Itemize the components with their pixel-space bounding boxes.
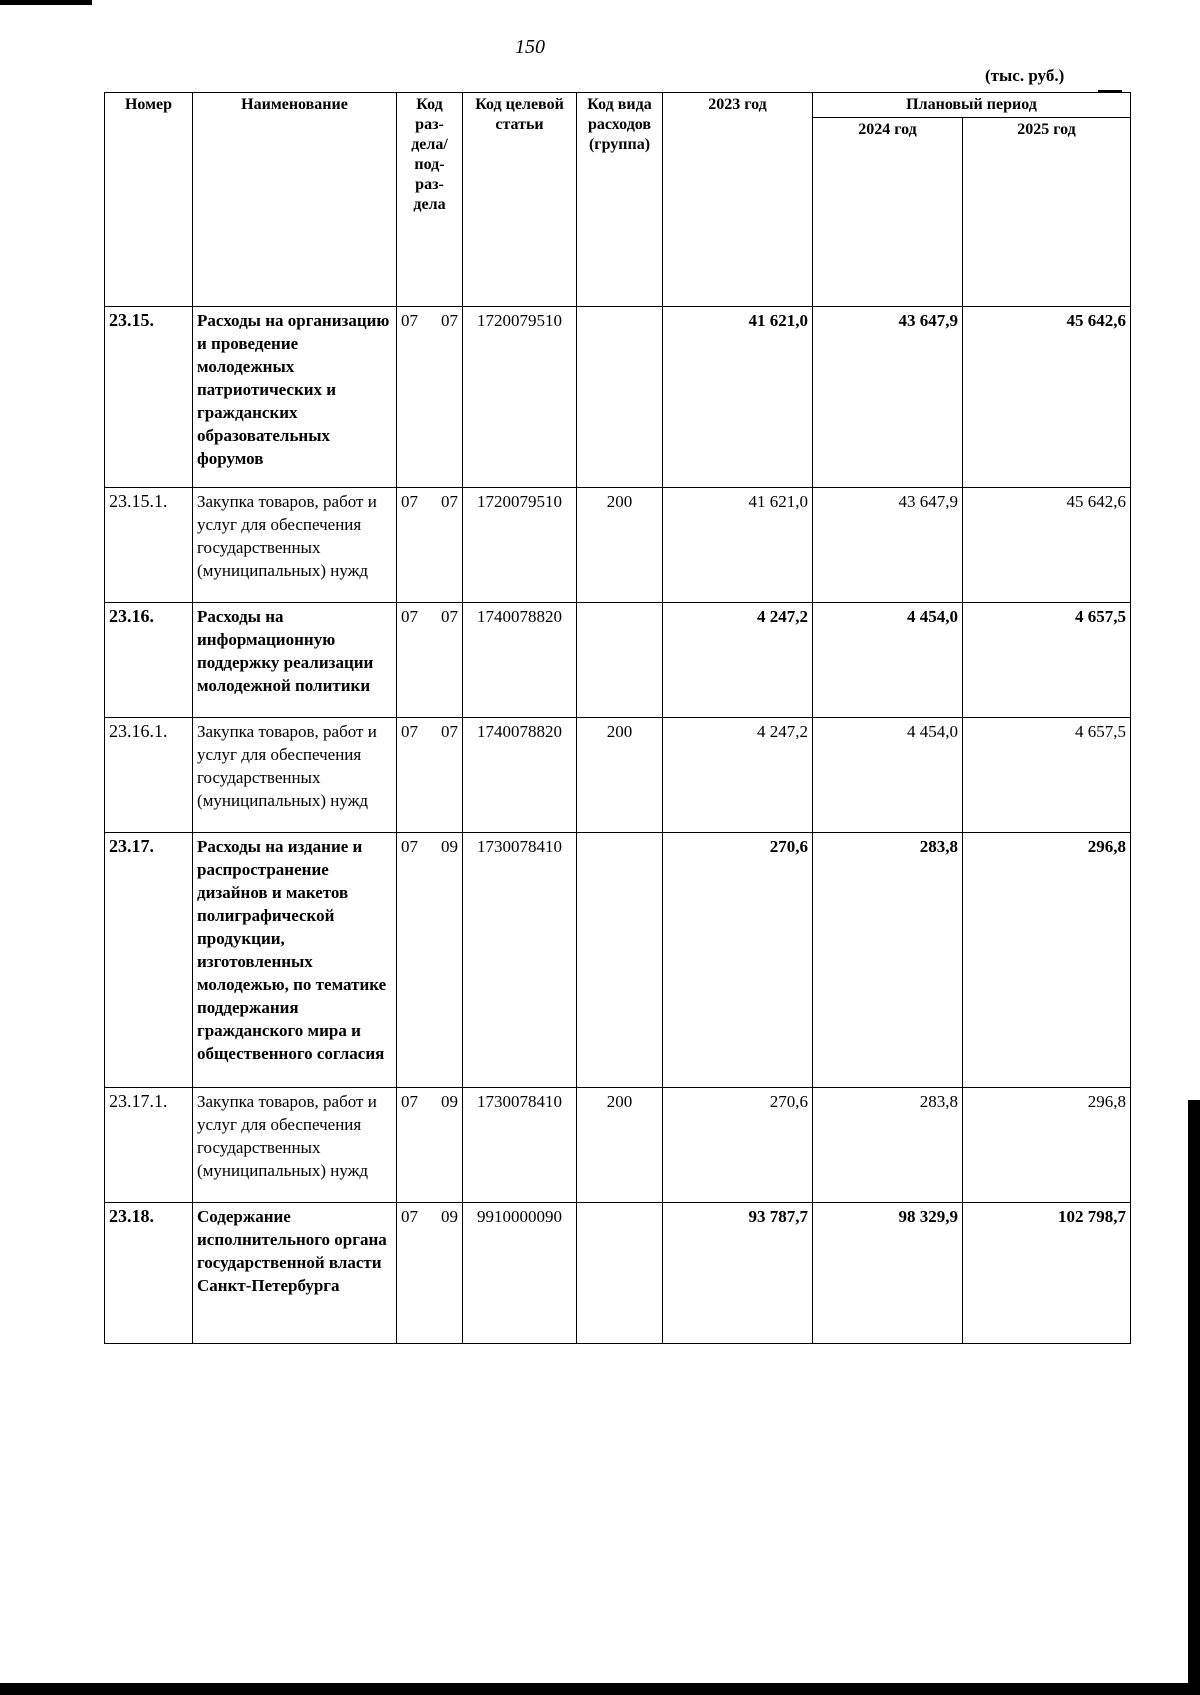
table-row — [105, 307, 1131, 488]
row-target-code: 1720079510 — [463, 307, 577, 488]
row-target-code: 9910000090 — [463, 1203, 577, 1344]
row-name: Закупка товаров, работ и услуг для обеспечения государственных (муниципальных) нужд — [193, 488, 397, 603]
header-section: Код раз-дела/ под-раз-дела — [397, 93, 463, 307]
row-section-code — [397, 307, 463, 488]
row-amount-2023: 270,6 — [663, 1088, 813, 1203]
row-section-code — [397, 603, 463, 718]
row-target-code: 1730078410 — [463, 833, 577, 1088]
row-section-code — [397, 833, 463, 1088]
header-name: Наименование — [193, 93, 397, 307]
row-amount-2023: 41 621,0 — [663, 307, 813, 488]
row-section-code — [397, 718, 463, 833]
row-amount-2025: 296,8 — [963, 1088, 1131, 1203]
row-section: 07 — [401, 837, 418, 856]
row-kind-code: 200 — [577, 1088, 663, 1203]
table-row — [105, 488, 1131, 603]
table-row — [105, 603, 1131, 718]
row-section: 07 — [401, 722, 418, 741]
row-kind-code: 200 — [577, 488, 663, 603]
row-amount-2025: 45 642,6 — [963, 488, 1131, 603]
row-amount-2024: 43 647,9 — [813, 307, 963, 488]
row-section: 07 — [401, 492, 418, 511]
row-kind-code — [577, 1203, 663, 1344]
row-amount-2024: 98 329,9 — [813, 1203, 963, 1344]
row-number: 23.16. — [105, 603, 193, 718]
row-target-code: 1740078820 — [463, 603, 577, 718]
row-kind-code — [577, 603, 663, 718]
row-section-code — [397, 1203, 463, 1344]
row-amount-2025: 102 798,7 — [963, 1203, 1131, 1344]
table-row — [105, 718, 1131, 833]
header-year-2025: 2025 год — [963, 118, 1131, 307]
row-subsection: 09 — [441, 837, 458, 856]
row-subsection: 07 — [441, 311, 458, 330]
row-name: Расходы на издание и распространение дизайнов и макетов полиграфической продукции, изготовленных молодежью, по тематике поддержания гражданского мира и общественного согласия — [193, 833, 397, 1088]
row-amount-2024: 283,8 — [813, 833, 963, 1088]
row-name: Расходы на информационную поддержку реализации молодежной политики — [193, 603, 397, 718]
row-subsection: 07 — [441, 722, 458, 741]
row-target-code: 1730078410 — [463, 1088, 577, 1203]
row-amount-2023: 4 247,2 — [663, 603, 813, 718]
header-planned-period: Плановый период — [813, 93, 1131, 118]
row-amount-2025: 45 642,6 — [963, 307, 1131, 488]
row-amount-2024: 283,8 — [813, 1088, 963, 1203]
row-name: Закупка товаров, работ и услуг для обеспечения государственных (муниципальных) нужд — [193, 718, 397, 833]
row-name: Содержание исполнительного органа государственной власти Санкт-Петербурга — [193, 1203, 397, 1344]
row-kind-code — [577, 833, 663, 1088]
row-subsection: 07 — [441, 492, 458, 511]
row-kind-code — [577, 307, 663, 488]
row-number: 23.15.1. — [105, 488, 193, 603]
row-subsection: 07 — [441, 607, 458, 626]
row-number: 23.17. — [105, 833, 193, 1088]
scan-edge-mark — [0, 0, 92, 5]
row-amount-2023: 270,6 — [663, 833, 813, 1088]
row-amount-2024: 4 454,0 — [813, 718, 963, 833]
row-subsection: 09 — [441, 1207, 458, 1226]
row-number: 23.16.1. — [105, 718, 193, 833]
table-row — [105, 833, 1131, 1088]
header-year-2024: 2024 год — [813, 118, 963, 307]
row-section: 07 — [401, 1092, 418, 1111]
header-number: Номер — [105, 93, 193, 307]
row-target-code: 1740078820 — [463, 718, 577, 833]
units-label: (тыс. руб.) — [985, 66, 1065, 85]
row-section-code — [397, 488, 463, 603]
row-amount-2023: 4 247,2 — [663, 718, 813, 833]
row-amount-2025: 4 657,5 — [963, 718, 1131, 833]
row-section: 07 — [401, 311, 418, 330]
header-target: Код целевой статьи — [463, 93, 577, 307]
row-section: 07 — [401, 607, 418, 626]
row-kind-code: 200 — [577, 718, 663, 833]
header-kind: Код вида расходов (группа) — [577, 93, 663, 307]
budget-table — [104, 92, 1131, 1344]
row-amount-2024: 4 454,0 — [813, 603, 963, 718]
row-section: 07 — [401, 1207, 418, 1226]
row-subsection: 09 — [441, 1092, 458, 1111]
row-amount-2025: 296,8 — [963, 833, 1131, 1088]
row-amount-2024: 43 647,9 — [813, 488, 963, 603]
row-amount-2023: 93 787,7 — [663, 1203, 813, 1344]
header-year-2023: 2023 год — [663, 93, 813, 307]
row-name: Расходы на организацию и проведение молодежных патриотических и гражданских образовательных форумов — [193, 307, 397, 488]
page-number: 150 — [515, 36, 545, 58]
row-section-code — [397, 1088, 463, 1203]
row-name: Закупка товаров, работ и услуг для обеспечения государственных (муниципальных) нужд — [193, 1088, 397, 1203]
row-number: 23.18. — [105, 1203, 193, 1344]
row-number: 23.15. — [105, 307, 193, 488]
row-number: 23.17.1. — [105, 1088, 193, 1203]
row-amount-2023: 41 621,0 — [663, 488, 813, 603]
table-row — [105, 1203, 1131, 1344]
scan-edge-mark — [0, 1683, 1200, 1695]
scan-edge-mark — [1188, 1100, 1200, 1695]
row-amount-2025: 4 657,5 — [963, 603, 1131, 718]
row-target-code: 1720079510 — [463, 488, 577, 603]
table-row — [105, 1088, 1131, 1203]
header-row — [105, 93, 1131, 118]
